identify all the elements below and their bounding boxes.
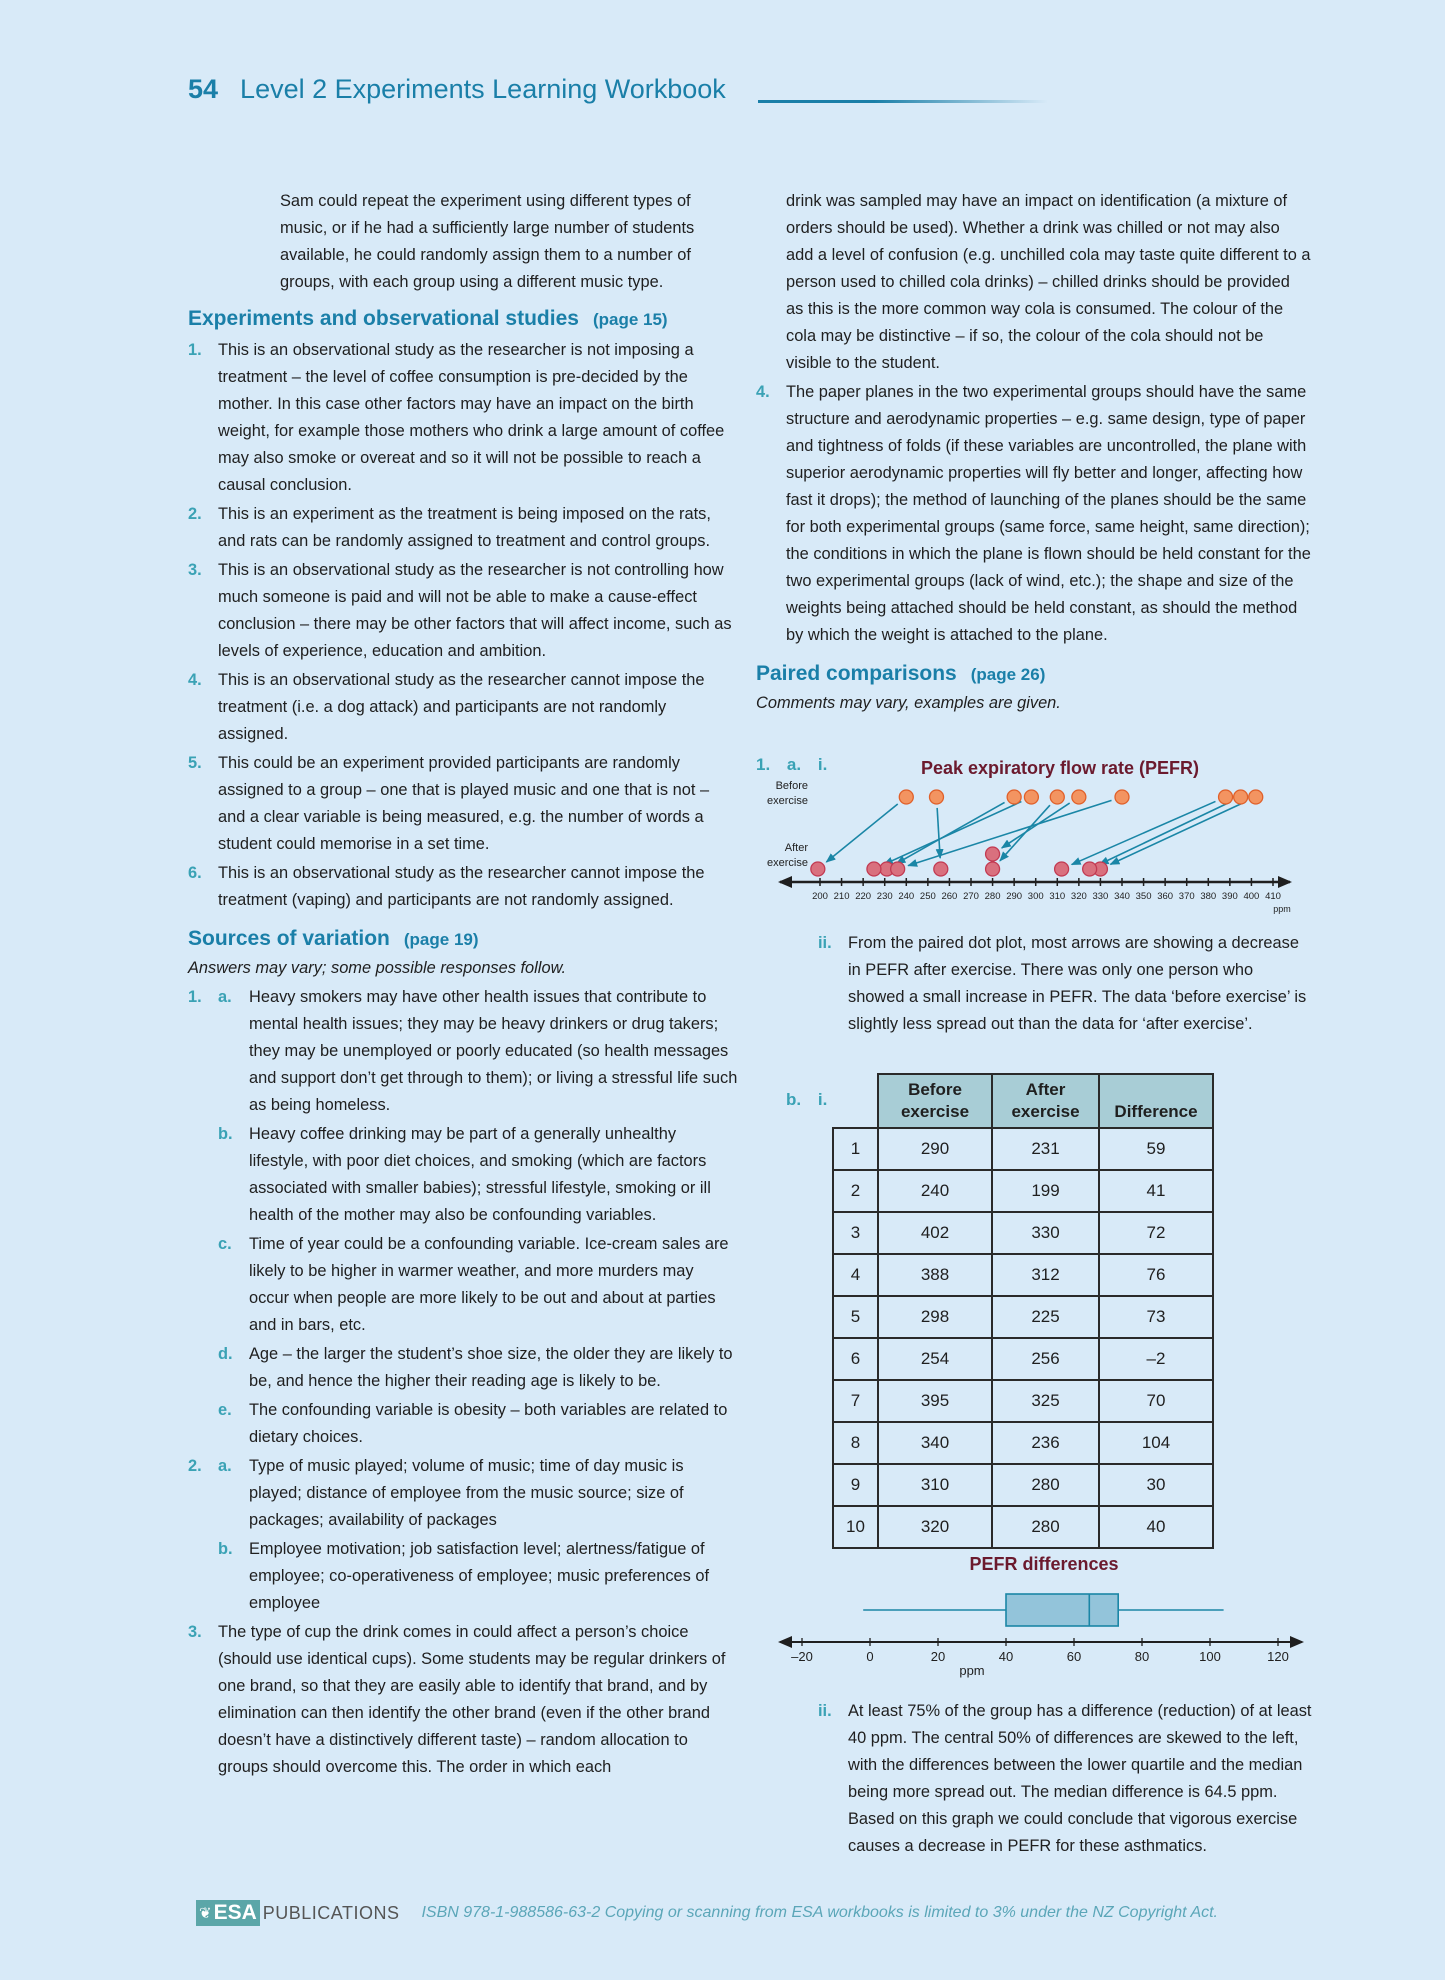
before-dot	[1050, 790, 1064, 804]
x-tick-label: 220	[855, 891, 872, 902]
row-label-before: Before	[775, 780, 808, 792]
row-index-cell: 9	[833, 1464, 878, 1506]
section-heading-variation: Sources of variation (page 19)	[188, 927, 479, 950]
box-plot	[770, 1550, 1310, 1680]
list-item: 4. This is an observational study as the researcher cannot impose the treatment (i.e. a dog attack) and participants are not randomly assigned.	[188, 671, 705, 743]
table-cell: 225	[992, 1296, 1099, 1338]
after-dot	[986, 847, 1000, 861]
row-label-before: exercise	[767, 795, 808, 807]
question-label-1ai: 1. a. i.	[756, 755, 828, 774]
before-dot	[1024, 790, 1038, 804]
pefr-table	[832, 1073, 1214, 1549]
section-heading-experiments: Experiments and observational studies (page 15)	[188, 307, 668, 330]
x-tick-label: 370	[1178, 891, 1195, 902]
x-axis-label: ppm	[959, 1663, 985, 1678]
before-dot	[1234, 790, 1248, 804]
x-tick-label: 260	[941, 891, 958, 902]
list-item: 2. This is an experiment as the treatment is being imposed on the rats, and rats can be randomly assigned to treatment and control groups.	[188, 505, 711, 550]
x-tick-label: 380	[1200, 891, 1217, 902]
list-item: 3. The type of cup the drink comes in could affect a person’s choice (should use identical cups). Some students may be regular drinkers of one brand, so that they are easily able to identify that brand, and by elimination can then identify the other brand (even if the other brand doesn’t have a distinctively different taste) – random allocation to groups should overcome this. The order in which each	[188, 1623, 726, 1776]
x-tick-label: 320	[1070, 891, 1087, 902]
table-cell: 40	[1099, 1506, 1213, 1548]
continued-paragraph: drink was sampled may have an impact on identification (a mixture of orders should be used). Whether a drink was chilled or not may also add a level of confusion (e.g. unchilled cola may taste quite different to a person used to chilled cola drinks) – chilled drinks should be provided as this is the more common way cola is consumed. The colour of the cola may be distinctive – if so, the colour of the cola should not be visible to the student.	[786, 192, 1311, 372]
page-ref: (page 26)	[970, 665, 1046, 684]
list-item: 6. This is an observational study as the researcher cannot impose the treatment (vaping) and participants are not randomly assigned.	[188, 864, 705, 909]
chart-title: PEFR differences	[969, 1554, 1119, 1574]
header-rule	[758, 100, 1048, 103]
publisher-name: PUBLICATIONS	[262, 1902, 400, 1923]
x-tick-label: –20	[791, 1649, 813, 1664]
list-item: 5. This could be an experiment provided participants are randomly assigned to a group – one that is played music and one that is not – and a clear variable is being measured, e.g. the number of words a student could memorise in a set time.	[188, 754, 710, 853]
x-tick-label: 360	[1157, 891, 1174, 902]
table-cell: 290	[878, 1128, 992, 1170]
table-row	[833, 1128, 1213, 1170]
table-cell: 240	[878, 1170, 992, 1212]
table-cell: 72	[1099, 1212, 1213, 1254]
table-cell: 254	[878, 1338, 992, 1380]
page-number: 54	[188, 74, 219, 104]
before-dot	[899, 790, 913, 804]
row-index-cell: 5	[833, 1296, 878, 1338]
before-dot	[1072, 790, 1086, 804]
list-item: 1. a. Heavy smokers may have other health issues that contribute to mental health issues; they may be heavy drinkers or drug takers; they may be unemployed or poorly educated (so health messages and support don’t get through to them); or living a stressful life such as being homeless.	[188, 988, 738, 1114]
table-row	[833, 1422, 1213, 1464]
list-item: 2. a. Type of music played; volume of music; time of day music is played; distance of employee from the music source; size of packages; availability of packages	[188, 1457, 684, 1529]
row-index-cell: 1	[833, 1128, 878, 1170]
page-header	[188, 74, 726, 105]
list-item: 4. The paper planes in the two experimental groups should have the same structure and aerodynamic properties – e.g. same design, type of paper and tightness of folds (if these variables are uncontrolled, the plane with superior aerodynamic properties will fly better and longer, affecting how fast it drops); the method of launching of the planes should be the same for both experimental groups (same force, same height, same direction); the conditions in which the plane is flown should be held constant for the two experimental groups (lack of wind, etc.); the shape and size of the weights being attached should be held constant, as should the method by which the weight is attached to the plane.	[756, 383, 1311, 644]
x-axis-label: ppm	[1273, 904, 1291, 914]
after-dot	[891, 862, 905, 876]
table-corner	[833, 1074, 878, 1128]
x-tick-label: 410	[1265, 891, 1281, 902]
intro-paragraph: Sam could repeat the experiment using different types of music, or if he had a sufficiently large number of students available, he could randomly assign them to a number of groups, with each group using a different music type.	[280, 192, 695, 291]
left-column	[188, 188, 738, 1781]
before-dot	[1115, 790, 1129, 804]
list-item: 3. This is an observational study as the researcher is not controlling how much someone is paid and will not be able to make a cause-effect conclusion – there may be other factors that will affect income, such as levels of experience, education and ambition.	[188, 561, 732, 660]
table-cell: 395	[878, 1380, 992, 1422]
table-header: Before exercise	[878, 1074, 992, 1128]
table-row	[833, 1254, 1213, 1296]
pair-arrow	[1110, 802, 1245, 865]
before-dot	[1249, 790, 1263, 804]
copyright-notice: ISBN 978-1-988586-63-2 Copying or scanning from ESA workbooks is limited to 3% under the NZ Copyright Act.	[421, 1904, 1218, 1921]
x-tick-label: 240	[898, 891, 915, 902]
row-index-cell: 10	[833, 1506, 878, 1548]
pair-arrow	[826, 804, 897, 862]
before-dot	[1007, 790, 1021, 804]
x-tick-label: 310	[1049, 891, 1066, 902]
leaf-icon: ❦	[199, 1905, 212, 1922]
before-dot	[1219, 790, 1233, 804]
list-item: d. Age – the larger the student’s shoe size, the older they are likely to be, and hence the higher their reading age is likely to be.	[218, 1345, 733, 1390]
x-tick-label: 210	[833, 891, 850, 902]
section-list-experiments	[188, 337, 738, 914]
table-row	[833, 1506, 1213, 1548]
table-cell: 41	[1099, 1170, 1213, 1212]
x-tick-label: 350	[1135, 891, 1152, 902]
row-index-cell: 8	[833, 1422, 878, 1464]
table-cell: 330	[992, 1212, 1099, 1254]
after-dot	[811, 862, 825, 876]
table-cell: 320	[878, 1506, 992, 1548]
x-tick-label: 400	[1243, 891, 1260, 902]
table-cell: 199	[992, 1170, 1099, 1212]
table-row	[833, 1464, 1213, 1506]
x-tick-label: 290	[1006, 891, 1023, 902]
row-label-after: exercise	[767, 857, 808, 869]
table-cell: 298	[878, 1296, 992, 1338]
table-cell: 340	[878, 1422, 992, 1464]
list-item: b. Employee motivation; job satisfaction level; alertness/fatigue of employee; co-operativeness of employee; music preferences of employee	[218, 1540, 710, 1612]
section-note: Answers may vary; some possible responses follow.	[188, 959, 567, 977]
x-tick-label: 270	[963, 891, 979, 902]
after-dot	[1055, 862, 1069, 876]
book-title: Level 2 Experiments Learning Workbook	[240, 74, 726, 104]
table-row	[833, 1296, 1213, 1338]
table-cell: 73	[1099, 1296, 1213, 1338]
row-index-cell: 7	[833, 1380, 878, 1422]
paired-dot-plot	[760, 752, 1310, 912]
pair-arrow	[1072, 801, 1216, 864]
after-dot	[1083, 862, 1097, 876]
x-tick-label: 40	[998, 1649, 1014, 1664]
x-tick-label: 0	[866, 1649, 874, 1664]
x-tick-label: 200	[812, 891, 828, 902]
table-cell: 30	[1099, 1464, 1213, 1506]
esa-logo: ❦ ESA	[196, 1900, 260, 1926]
x-tick-label: 20	[930, 1649, 946, 1664]
table-cell: 231	[992, 1128, 1099, 1170]
x-tick-label: 300	[1027, 891, 1044, 902]
x-tick-label: 250	[919, 891, 936, 902]
chart-title: Peak expiratory flow rate (PEFR)	[920, 758, 1200, 778]
x-tick-label: 280	[984, 891, 1001, 902]
answer-aii: ii. From the paired dot plot, most arrows are showing a decrease in PEFR after exercise. There was only one person who showed a small increase in PEFR. The data ‘before exercise’ is slightly less spread out than the data for ‘after exercise’.	[818, 934, 1307, 1033]
answer-bii: ii. At least 75% of the group has a difference (reduction) of at least 40 ppm. The central 50% of differences are skewed to the left, with the differences between the lower quartile and the median being more spread out. The median difference is 64.5 ppm. Based on this graph we could conclude that vigorous exercise causes a decrease in PEFR for these asthmatics.	[818, 1702, 1312, 1855]
section-list-variation	[188, 984, 738, 1781]
x-tick-label: 60	[1066, 1649, 1082, 1664]
table-cell: 76	[1099, 1254, 1213, 1296]
after-dot	[934, 862, 948, 876]
x-tick-label: 100	[1199, 1649, 1221, 1664]
row-index-cell: 6	[833, 1338, 878, 1380]
list-item: b. Heavy coffee drinking may be part of a generally unhealthy lifestyle, with poor diet choices, and smoking (which are factors associated with smaller babies); stressful lifestyle, smoking or ill health of the mother may also be confounding variables.	[218, 1125, 711, 1224]
footer	[196, 1900, 1218, 1926]
table-cell: 280	[992, 1506, 1099, 1548]
x-tick-label: 340	[1114, 891, 1130, 902]
table-cell: –2	[1099, 1338, 1213, 1380]
x-tick-label: 330	[1092, 891, 1109, 902]
pair-arrow	[1100, 802, 1231, 865]
page-ref: (page 15)	[592, 310, 668, 329]
table-header: Difference	[1099, 1074, 1213, 1128]
table-cell: 280	[992, 1464, 1099, 1506]
table-cell: 104	[1099, 1422, 1213, 1464]
list-item: e. The confounding variable is obesity – both variables are related to dietary choices.	[218, 1401, 728, 1446]
table-row	[833, 1212, 1213, 1254]
table-header: After exercise	[992, 1074, 1099, 1128]
row-index-cell: 3	[833, 1212, 878, 1254]
pair-arrow	[1002, 803, 1070, 848]
after-dot	[986, 862, 1000, 876]
x-tick-label: 230	[876, 891, 893, 902]
table-cell: 59	[1099, 1128, 1213, 1170]
x-tick-label: 390	[1221, 891, 1238, 902]
right-column	[756, 188, 1311, 717]
pair-arrow	[937, 808, 940, 858]
section-heading-paired: Paired comparisons (page 26)	[756, 662, 1046, 685]
table-cell: 70	[1099, 1380, 1213, 1422]
x-tick-label: 120	[1267, 1649, 1289, 1664]
row-index-cell: 2	[833, 1170, 878, 1212]
table-row	[833, 1338, 1213, 1380]
table-cell: 256	[992, 1338, 1099, 1380]
table-cell: 236	[992, 1422, 1099, 1464]
table-row	[833, 1380, 1213, 1422]
question-label-bi: b. i.	[786, 1090, 828, 1109]
section-note: Comments may vary, examples are given.	[756, 694, 1061, 712]
table-row	[833, 1170, 1213, 1212]
table-cell: 388	[878, 1254, 992, 1296]
row-index-cell: 4	[833, 1254, 878, 1296]
table-cell: 312	[992, 1254, 1099, 1296]
x-tick-label: 80	[1134, 1649, 1150, 1664]
table-cell: 402	[878, 1212, 992, 1254]
after-dot	[867, 862, 881, 876]
table-cell: 310	[878, 1464, 992, 1506]
table-cell: 325	[992, 1380, 1099, 1422]
list-item: c. Time of year could be a confounding variable. Ice-cream sales are likely to be higher in warmer weather, and more murders may occur when people are more likely to be out and about at parties and in bars, etc.	[218, 1235, 729, 1334]
list-item: 1. This is an observational study as the researcher is not imposing a treatment – the level of coffee consumption is pre-decided by the mother. In this case other factors may have an impact on the birth weight, for example those mothers who drink a large amount of coffee may also smoke or overeat and so it will not be possible to reach a causal conclusion.	[188, 341, 725, 494]
before-dot	[929, 790, 943, 804]
page-ref: (page 19)	[403, 930, 479, 949]
iqr-box	[1006, 1594, 1118, 1626]
pair-arrow	[884, 802, 1021, 865]
row-label-after: After	[784, 842, 808, 854]
